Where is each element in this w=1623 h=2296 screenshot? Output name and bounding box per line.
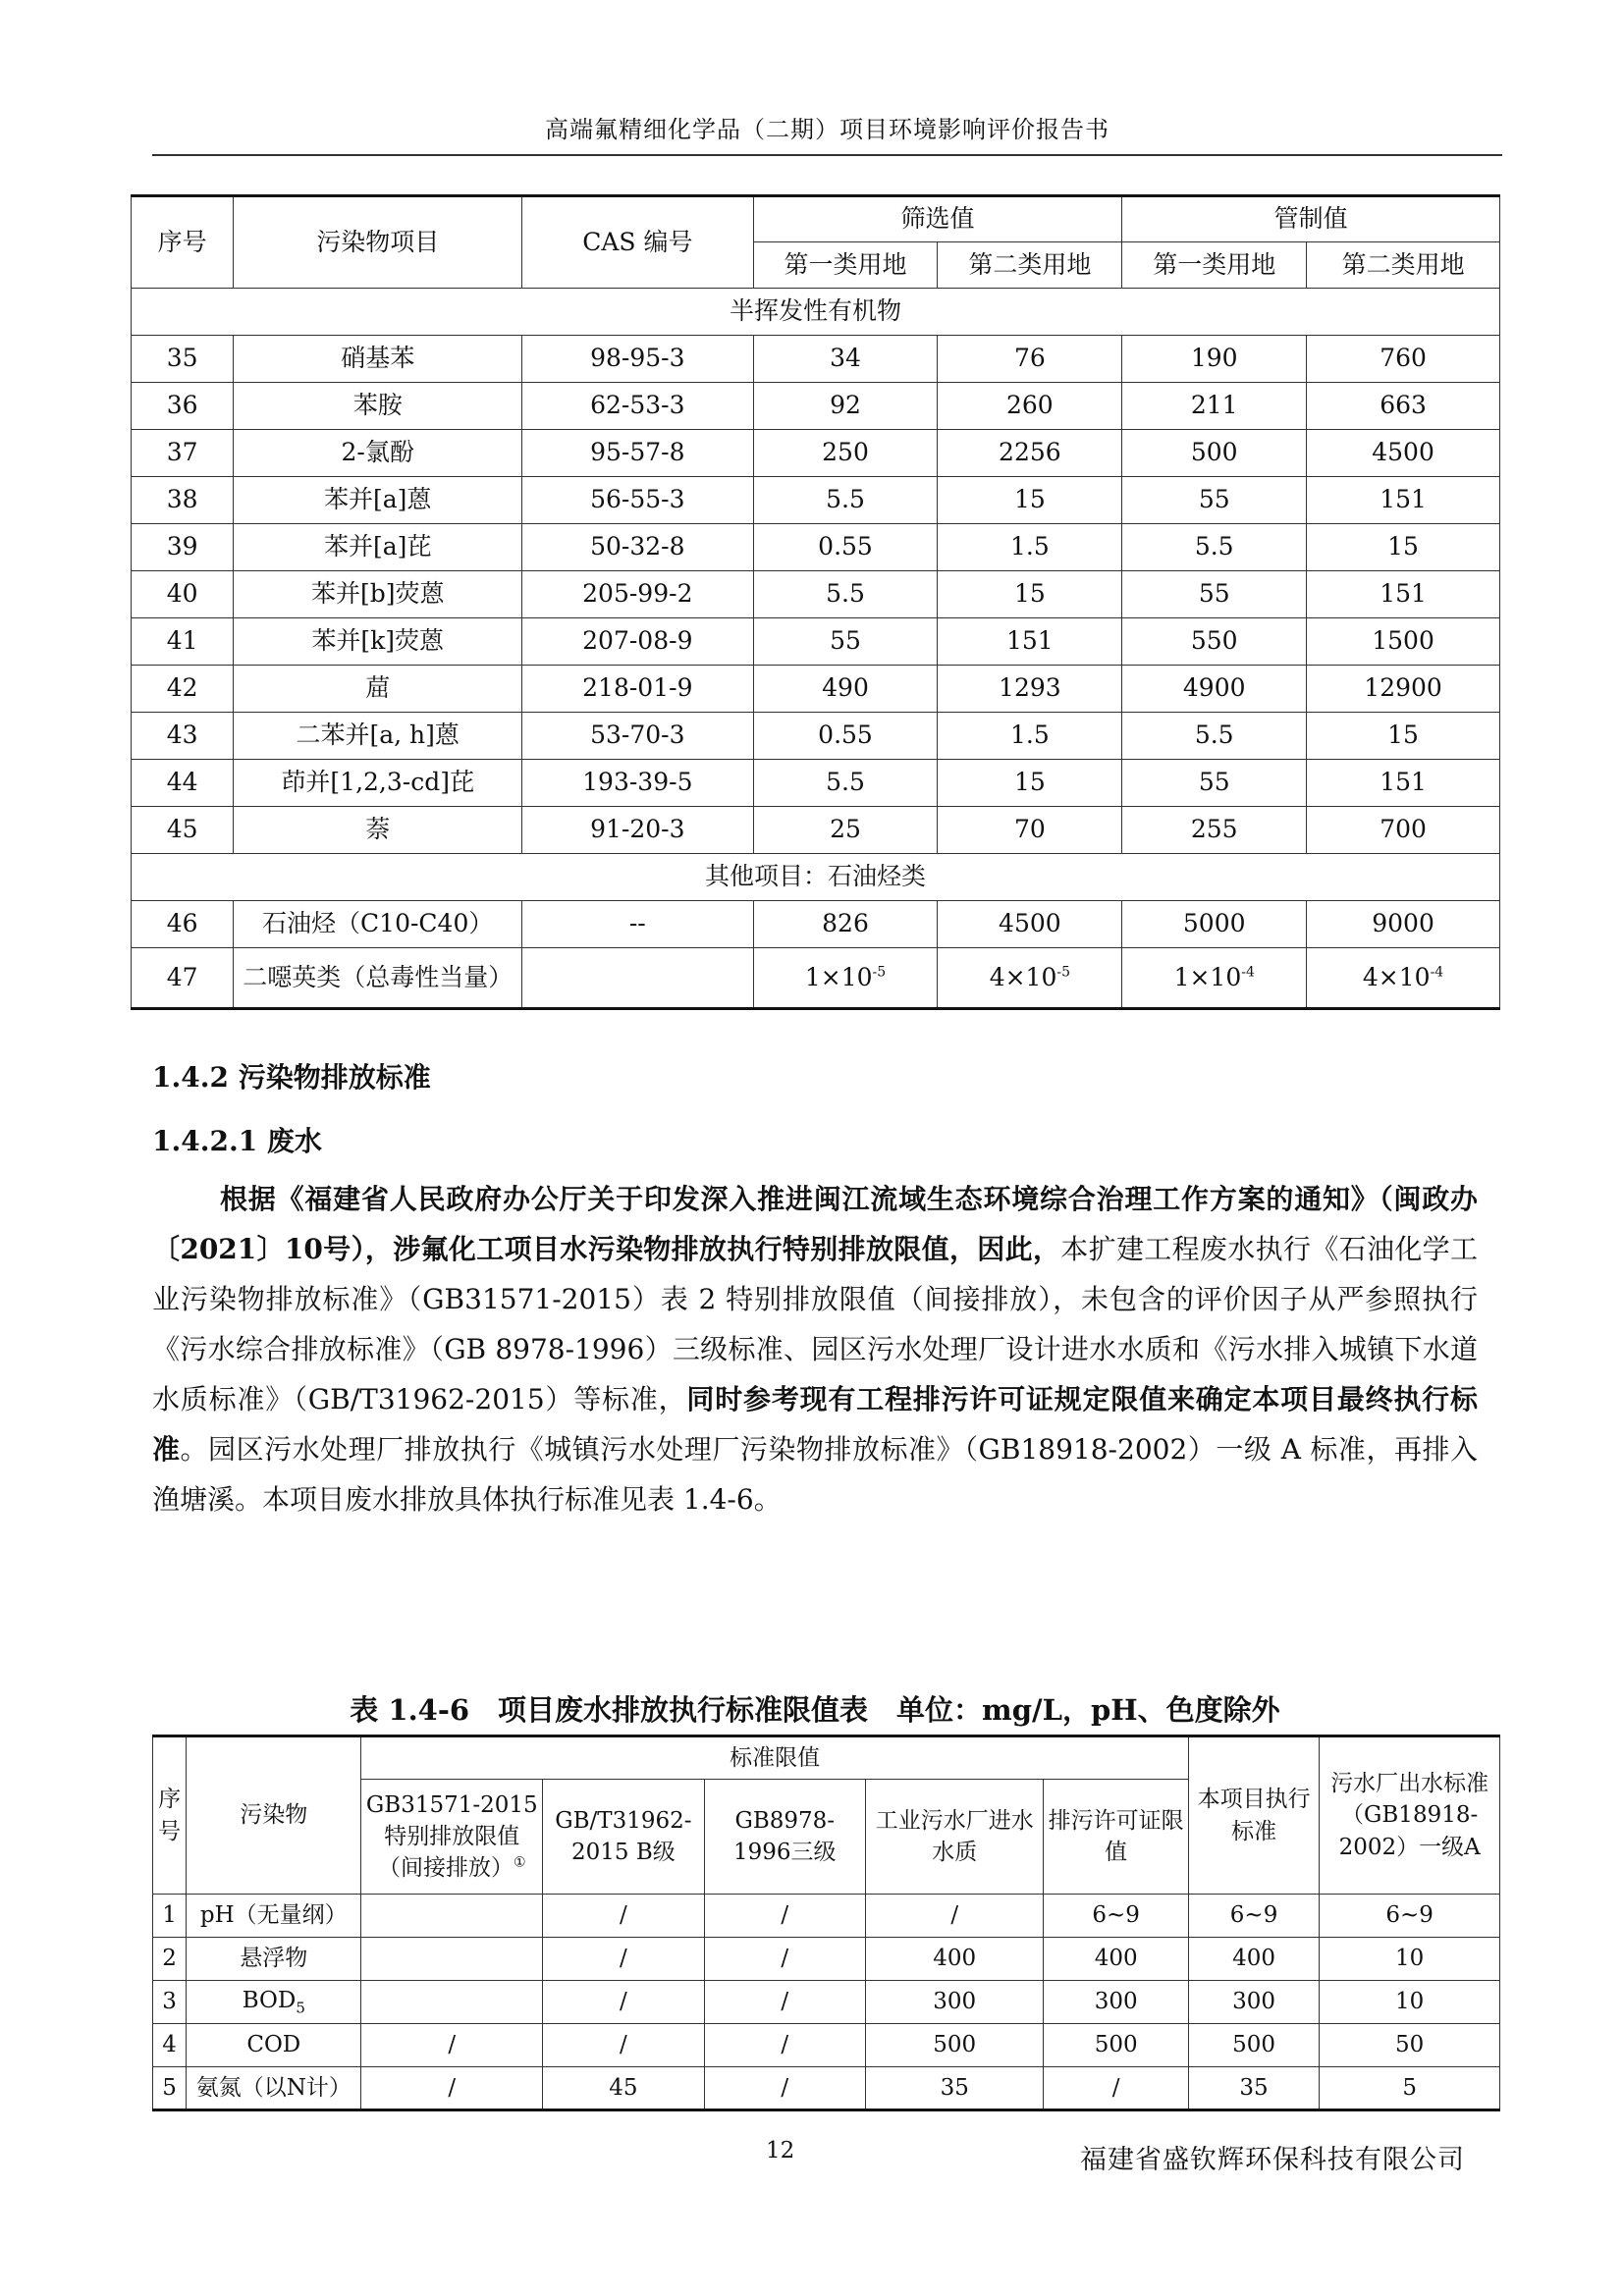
th-screening: 筛选值	[753, 196, 1122, 242]
table-row: 35 硝基苯 98-95-3 34 76 190 760	[132, 336, 1500, 383]
table-row: 38 苯并[a]蒽 56-55-3 5.5 15 55 151	[132, 477, 1500, 524]
heading-1-4-2: 1.4.2 污染物排放标准	[152, 1061, 431, 1094]
th-control-class2: 第二类用地	[1307, 242, 1500, 289]
th2-std-limit: 标准限值	[361, 1736, 1188, 1780]
th2-no: 序号	[153, 1736, 187, 1895]
th-screen-class2: 第二类用地	[938, 242, 1122, 289]
page-number: 12	[766, 2138, 795, 2163]
page-header: 高端氟精细化学品（二期）项目环境影响评价报告书	[152, 110, 1502, 156]
th-screen-class1: 第一类用地	[753, 242, 938, 289]
th-item: 污染物项目	[234, 196, 522, 289]
table-row: 36 苯胺 62-53-3 92 260 211 663	[132, 383, 1500, 430]
th2-gbt31962: GB/T31962-2015 B级	[543, 1780, 704, 1895]
table-row: 43 二苯并[a, h]蒽 53-70-3 0.55 1.5 5.5 15	[132, 713, 1500, 760]
soil-screening-table	[131, 194, 1500, 1010]
th2-project-std: 本项目执行标准	[1188, 1736, 1319, 1895]
table-row: 42 䓛 218-01-9 490 1293 4900 12900	[132, 666, 1500, 713]
table-row: 5 氨氮（以N计） / 45 / 35 / 35 5	[153, 2067, 1500, 2110]
table-row: 44 茚并[1,2,3-cd]芘 193-39-5 5.5 15 55 151	[132, 760, 1500, 807]
table-row: 45 萘 91-20-3 25 70 255 700	[132, 807, 1500, 854]
table-row: 41 苯并[k]荧蒽 207-08-9 55 151 550 1500	[132, 618, 1500, 666]
th2-gb31571: GB31571-2015特别排放限值（间接排放）①	[361, 1780, 543, 1895]
th2-permit: 排污许可证限值	[1044, 1780, 1188, 1895]
table-row: 2 悬浮物 / / 400 400 400 10	[153, 1938, 1500, 1981]
table-row: 4 COD / / / 500 500 500 50	[153, 2024, 1500, 2067]
section-semivolatile: 半挥发性有机物	[132, 289, 1500, 336]
company-name: 福建省盛钦辉环保科技有限公司	[1080, 2145, 1465, 2175]
th2-pollutant: 污染物	[187, 1736, 361, 1895]
th2-outlet-std: 污水厂出水标准（GB18918-2002）一级A	[1320, 1736, 1500, 1895]
th-control-class1: 第一类用地	[1122, 242, 1307, 289]
table-row: 39 苯并[a]芘 50-32-8 0.55 1.5 5.5 15	[132, 524, 1500, 571]
table-row: 47 二噁英类（总毒性当量） $1\times 10^{-5}$ $4\times 10^{-5}$ $1\times 10^{-4}$ $4\times 10^{-4}$	[132, 948, 1500, 1009]
table-row: 37 2-氯酚 95-57-8 250 2256 500 4500	[132, 430, 1500, 477]
table-caption: 表 1.4-6 项目废水排放执行标准限值表 单位：mg/L，pH、色度除外	[350, 1693, 1280, 1727]
th2-gb8978: GB8978-1996三级	[704, 1780, 865, 1895]
th2-plant-inlet: 工业污水厂进水水质	[865, 1780, 1044, 1895]
table-row: 40 苯并[b]荧蒽 205-99-2 5.5 15 55 151	[132, 571, 1500, 618]
table-row: 46 石油烃（C10-C40） -- 826 4500 5000 9000	[132, 901, 1500, 948]
table-row: 1 pH（无量纲） / / / 6~9 6~9 6~9	[153, 1895, 1500, 1938]
th-no: 序号	[132, 196, 234, 289]
body-paragraph: 根据《福建省人民政府办公厅关于印发深入推进闽江流域生态环境综合治理工作方案的通知》（闽政办〔2021〕10号），涉氟化工项目水污染物排放执行特别排放限值，因此，本扩建工程废水执行《石油化学工业污染物排放标准》（GB31571-2015）表 2 特别排放限值（间接排放），未包含的评价因子从严参照执行《污水综合排放标准》（GB 8978-1996）三级标准、园区污水处理厂设计进水水质和《污水排入城镇下水道水质标准》（GB/T31962-2015）等标准，同时参考现有工程排污许可证规定限值来确定本项目最终执行标准。园区污水处理厂排放执行《城镇污水处理厂污染物排放标准》（GB18918-2002）一级 A 标准，再排入渔塘溪。本项目废水排放具体执行标准见表 1.4-6。	[152, 1183, 1478, 1516]
th-control: 管制值	[1122, 196, 1500, 242]
section-other: 其他项目：石油烃类	[132, 854, 1500, 901]
table-row: 3 $BOD_5$ / / 300 300 300 10	[153, 1981, 1500, 2024]
th-cas: CAS 编号	[522, 196, 754, 289]
heading-1-4-2-1: 1.4.2.1 废水	[152, 1125, 322, 1157]
wastewater-standard-table	[152, 1735, 1500, 2111]
